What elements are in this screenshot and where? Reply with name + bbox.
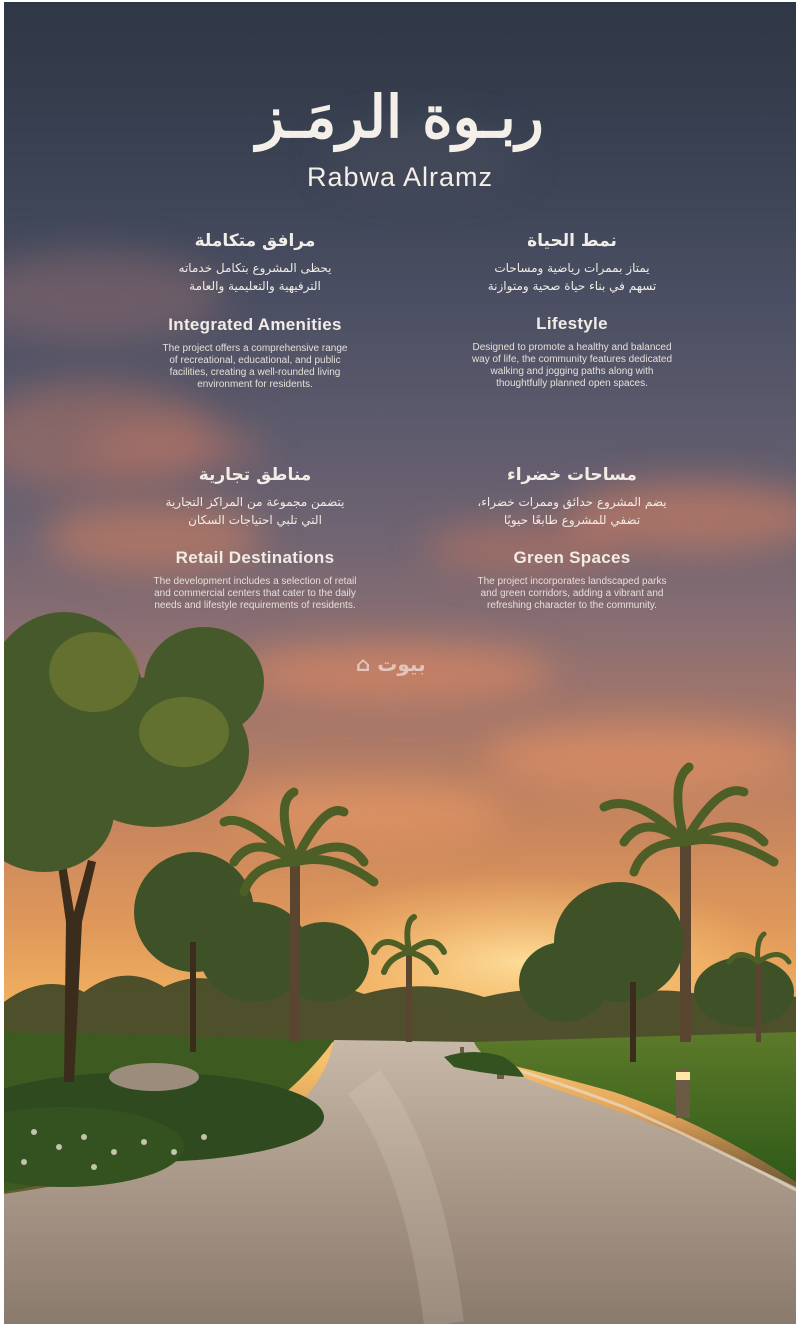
watermark-text: بيوت [377, 652, 426, 676]
feature-green-arabic [422, 463, 722, 529]
feature-description: يضم المشروع حدائق وممرات خضراء، تضفي للمشروع طابعًا حيويًا [477, 495, 667, 527]
watermark [356, 652, 426, 676]
palm-trunk [756, 962, 761, 1042]
feature-description: The development includes a selection of retail and commercial centers that cater to the daily needs and lifestyle requirements of residents. [153, 576, 357, 611]
house-logo-icon: ⌂ [356, 652, 371, 676]
feature-amenities-arabic [105, 229, 405, 295]
rock [109, 1063, 199, 1091]
brand-logo-arabic: ربـوة الرمَـز [256, 83, 544, 151]
tree-trunk [190, 942, 196, 1052]
feature-description: يتضمن مجموعة من المراكز التجارية التي تلبي احتياجات السكان [165, 495, 345, 527]
feature-title: Retail Destinations [175, 548, 335, 567]
feature-title: Green Spaces [513, 548, 631, 567]
feature-lifestyle-arabic [422, 229, 722, 295]
feature-description: يمتاز بممرات رياضية ومساحات تسهم في بناء حياة صحية ومتوازنة [487, 261, 657, 293]
feature-description: The project incorporates landscaped parks and green corridors, adding a vibrant and refreshing character to the community. [477, 576, 667, 611]
palm-trunk [290, 862, 300, 1042]
feature-title: مساحات خضراء [507, 465, 637, 485]
feature-title: Lifestyle [536, 314, 608, 333]
feature-description: يحظى المشروع بتكامل خدماته الترفيهية والتعليمية والعامة [178, 261, 332, 293]
bollard-light-glow [676, 1072, 690, 1080]
feature-title: نمط الحياة [527, 231, 617, 251]
tree-trunk [630, 982, 636, 1062]
poster [4, 2, 796, 1324]
feature-title: مرافق متكاملة [194, 231, 316, 251]
feature-description: The project offers a comprehensive range of recreational, educational, and public facilities, creating a well-rounded living environment for residents. [162, 343, 348, 390]
park-landscape-illustration [4, 562, 796, 1324]
palm-trunk [406, 952, 412, 1042]
feature-title: Integrated Amenities [168, 315, 342, 334]
feature-description: Designed to promote a healthy and balanced way of life, the community features dedicated walking and jogging paths along with thoughtfully planned open spaces. [471, 342, 673, 389]
feature-retail-arabic [105, 463, 405, 529]
feature-title: مناطق تجارية [198, 465, 312, 485]
feature-amenities-english [105, 313, 405, 391]
brand-name-english: Rabwa Alramz [306, 162, 494, 192]
feature-lifestyle-english [422, 312, 722, 390]
